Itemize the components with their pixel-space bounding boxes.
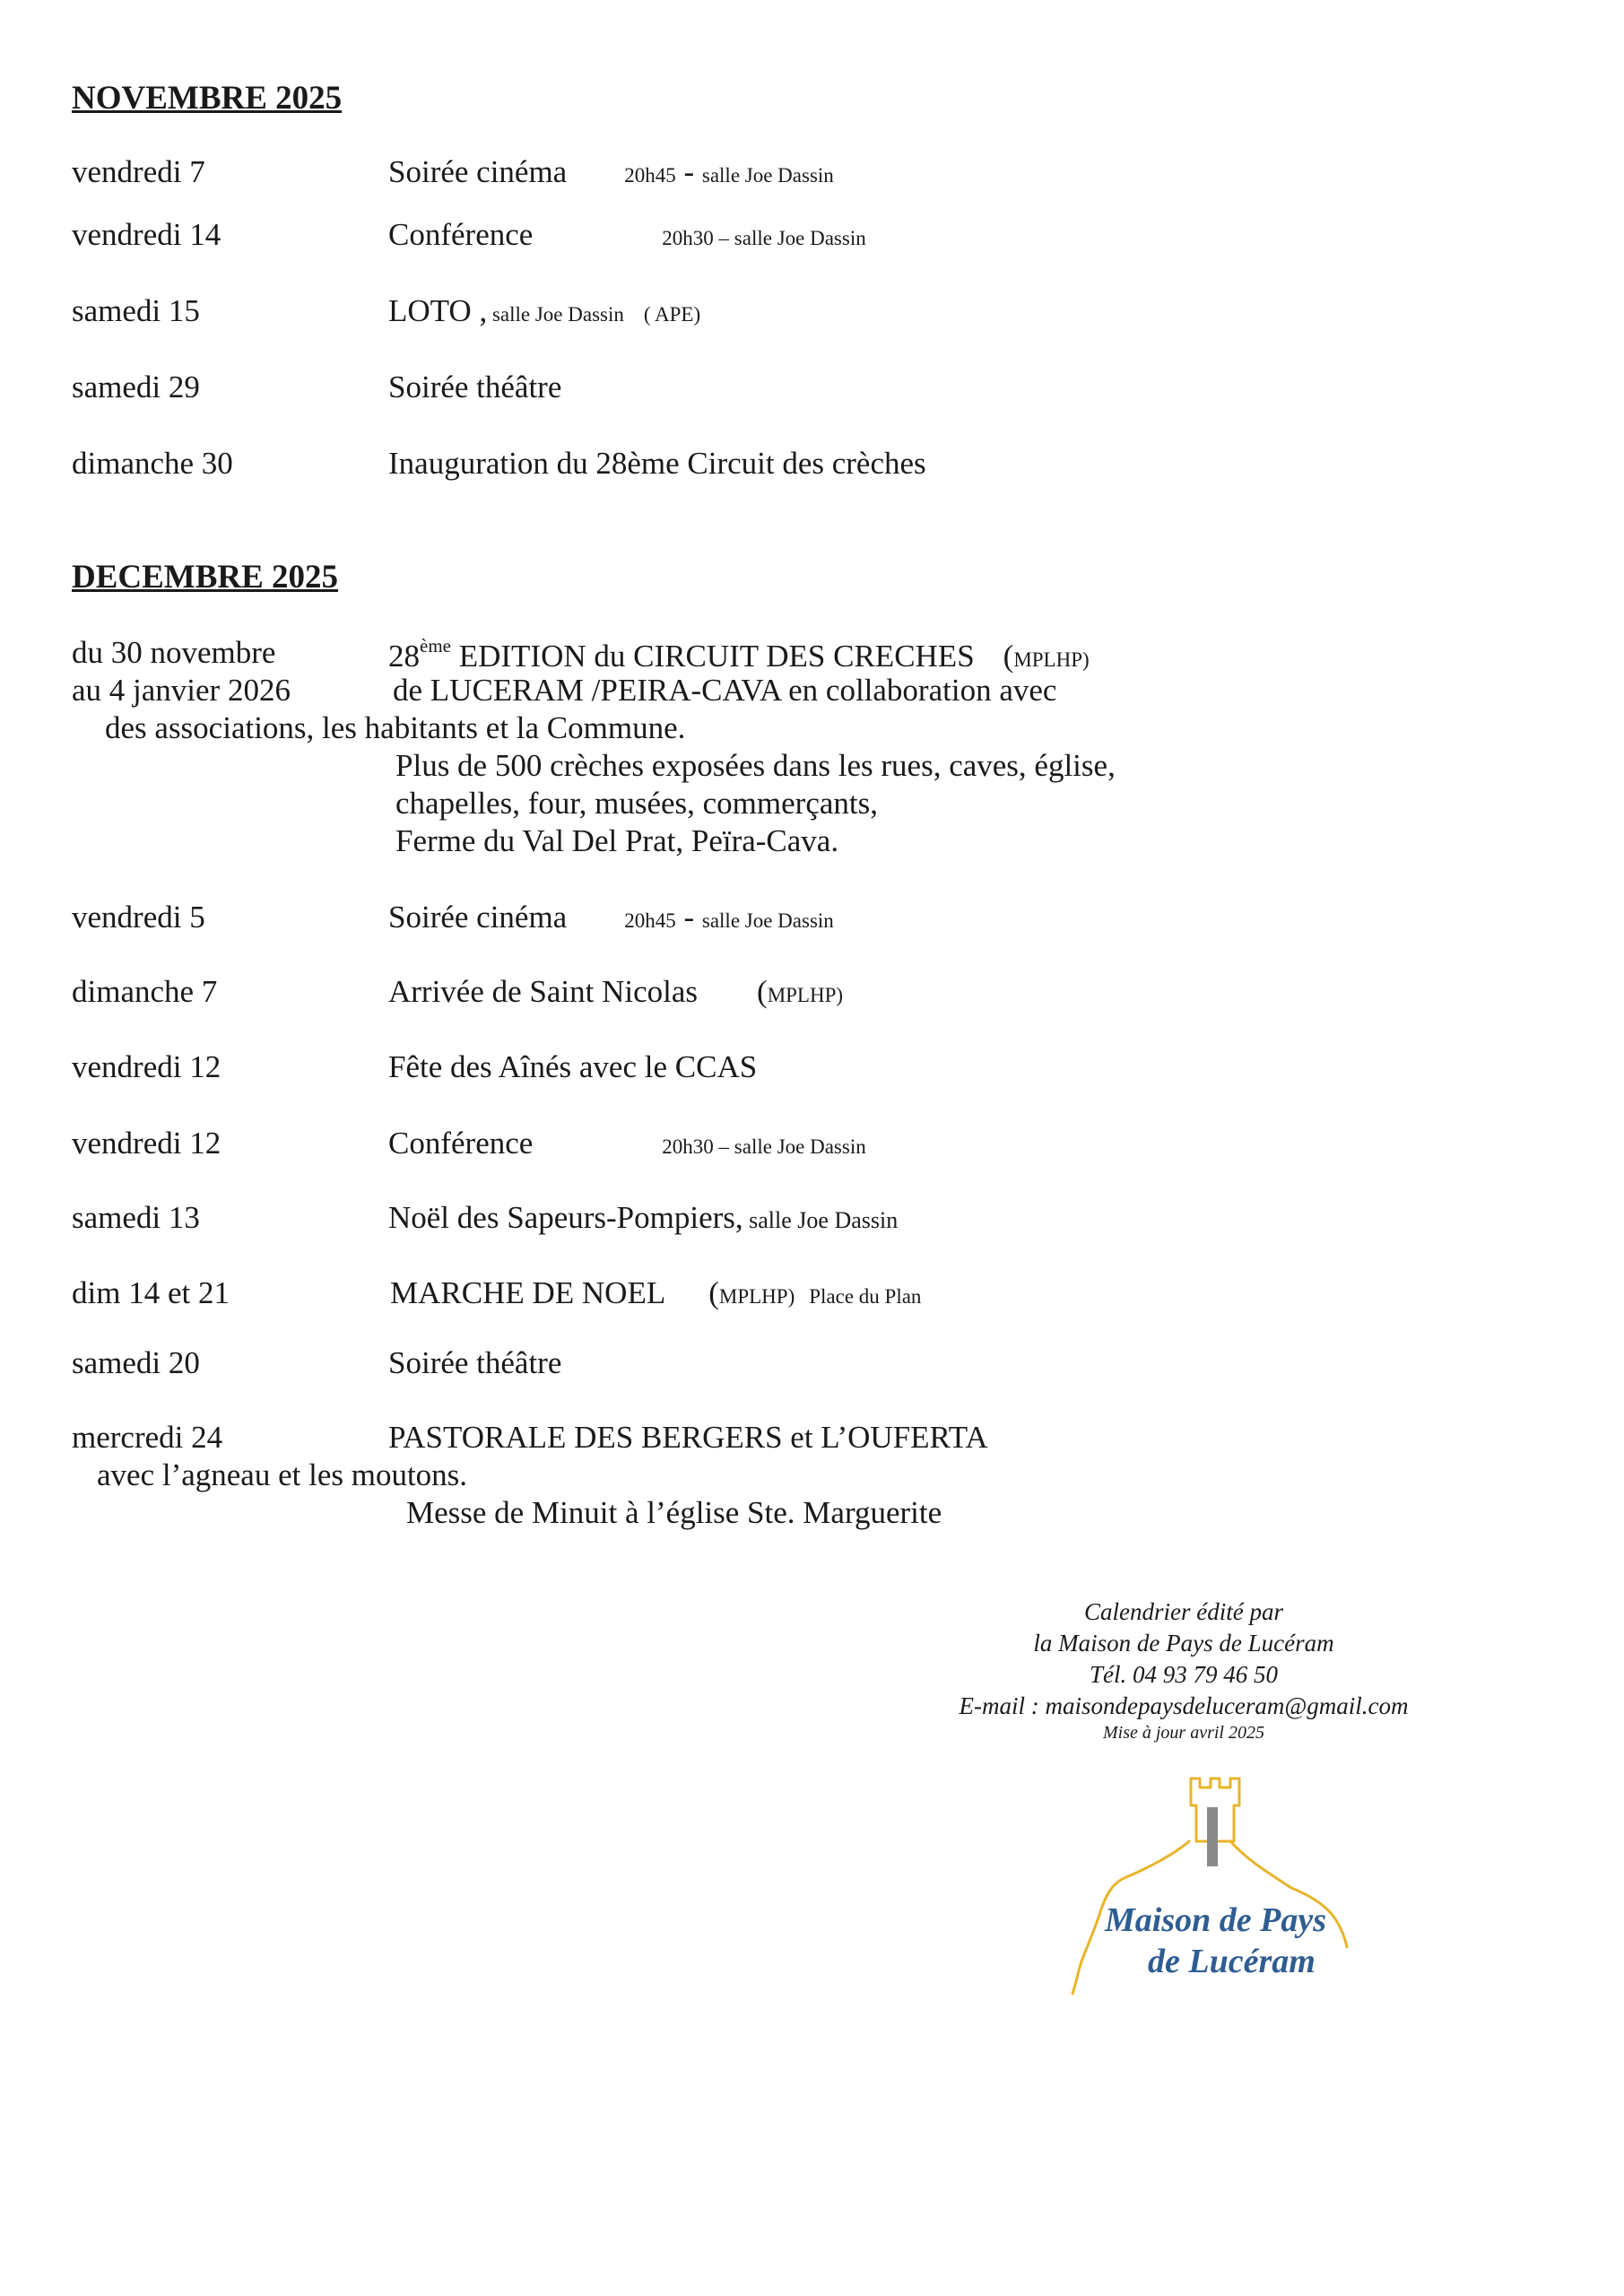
credits-line-3: Tél. 04 93 79 46 50: [1089, 1661, 1278, 1688]
circuit-org-paren: (: [1003, 639, 1014, 674]
circuit-from: du 30 novembre: [72, 635, 276, 670]
nov-event-3-info: [388, 293, 700, 329]
dec-event-1-info: [388, 900, 834, 935]
nov-event-1-day: vendredi 7: [72, 154, 205, 189]
nov-event-1-info: [388, 154, 834, 190]
credits-line-1: Calendrier édité par: [1084, 1598, 1283, 1625]
maison-de-pays-logo: [1040, 1771, 1381, 2005]
event-title: Conférence: [388, 1126, 534, 1161]
dec-event-2-info: [388, 974, 843, 1010]
event-title: MARCHE DE NOEL: [390, 1275, 666, 1310]
event-place: salle Joe Dassin: [743, 1207, 899, 1233]
circuit-to: au 4 janvier 2026: [72, 673, 291, 708]
dec-event-6-info: [390, 1275, 921, 1311]
credits-update: Mise à jour avril 2025: [1103, 1723, 1264, 1743]
dec-event-1-day: vendredi 5: [72, 900, 205, 935]
nov-event-5-day: dimanche 30: [72, 446, 233, 481]
logo-line-1: Maison de Pays: [1105, 1901, 1326, 1939]
event-org: MPLHP): [767, 984, 844, 1006]
dec-event-6-day: dim 14 et 21: [72, 1275, 230, 1310]
event-title: Conférence: [388, 217, 534, 252]
nov-event-2-day: vendredi 14: [72, 217, 221, 252]
credits-block: [906, 1596, 1462, 1744]
nov-event-3-day: samedi 15: [72, 293, 200, 328]
circuit-line5: chapelles, four, musées, commerçants,: [395, 786, 878, 821]
event-sep: -: [675, 154, 702, 189]
event-org-paren: (: [708, 1275, 719, 1310]
event-title: Arrivée de Saint Nicolas: [388, 974, 699, 1009]
nov-event-4-title: Soirée théâtre: [388, 370, 562, 404]
event-comma: ,: [471, 293, 488, 328]
event-time: 20h45: [624, 909, 676, 932]
credits-line-2: la Maison de Pays de Lucéram: [1033, 1630, 1334, 1657]
pastorale-title: PASTORALE DES BERGERS et L’OUFERTA: [388, 1420, 988, 1455]
circuit-line6: Ferme du Val Del Prat, Peïra-Cava.: [395, 823, 839, 858]
credits-email: E-mail : maisondepaysdeluceram@gmail.com: [959, 1692, 1409, 1719]
event-org: MPLHP): [718, 1285, 795, 1308]
event-place: salle Joe Dassin: [487, 303, 624, 326]
event-place: salle Joe Dassin: [701, 164, 834, 187]
nov-event-2-info: [388, 217, 866, 253]
event-org: ( APE): [643, 303, 701, 326]
event-title: Soirée cinéma: [388, 154, 568, 189]
dec-event-4-info: [388, 1126, 866, 1161]
event-details: 20h30 – salle Joe Dassin: [662, 227, 866, 249]
pastorale-day: mercredi 24: [72, 1420, 223, 1455]
december-heading: DECEMBRE 2025: [72, 559, 339, 596]
event-details: 20h30 – salle Joe Dassin: [662, 1135, 866, 1158]
event-place: salle Joe Dassin: [701, 909, 834, 932]
circuit-title-line: [388, 635, 1090, 674]
pastorale-line2: avec l’agneau et les moutons.: [97, 1457, 468, 1492]
circuit-number: 28: [388, 639, 420, 674]
dec-event-3-day: vendredi 12: [72, 1049, 221, 1084]
circuit-line4: Plus de 500 crèches exposées dans les rues, caves, église,: [395, 748, 1116, 783]
event-time: 20h45: [624, 164, 676, 187]
november-heading: NOVEMBRE 2025: [72, 80, 343, 117]
dec-event-7-day: samedi 20: [72, 1345, 200, 1380]
dec-event-5-day: samedi 13: [72, 1200, 200, 1235]
event-org-paren: (: [757, 974, 768, 1009]
pastorale-line3: Messe de Minuit à l’église Ste. Marguerite: [406, 1495, 942, 1530]
dec-event-5-info: [388, 1200, 898, 1236]
nov-event-4-day: samedi 29: [72, 370, 200, 404]
dec-event-4-day: vendredi 12: [72, 1126, 221, 1161]
circuit-org: MPLHP): [1013, 648, 1090, 671]
tower-icon: [1191, 1779, 1239, 1866]
circuit-line3: des associations, les habitants et la Commune.: [105, 710, 686, 745]
event-title: LOTO: [388, 293, 472, 328]
event-title: Soirée cinéma: [388, 900, 568, 935]
event-place: Place du Plan: [809, 1285, 922, 1308]
dec-event-3-title: Fête des Aînés avec le CCAS: [388, 1049, 758, 1084]
circuit-line2: de LUCERAM /PEIRA-CAVA en collaboration avec: [393, 673, 1057, 708]
event-sep: -: [675, 900, 702, 935]
circuit-title: EDITION du CIRCUIT DES CRECHES: [450, 639, 975, 674]
dec-event-7-title: Soirée théâtre: [388, 1345, 562, 1380]
event-title: Noël des Sapeurs-Pompiers,: [388, 1200, 743, 1235]
circuit-sup: ème: [420, 635, 451, 657]
dec-event-2-day: dimanche 7: [72, 974, 218, 1009]
nov-event-5-title: Inauguration du 28ème Circuit des crèches: [388, 446, 926, 481]
logo-line-2: de Lucéram: [1148, 1943, 1316, 1980]
